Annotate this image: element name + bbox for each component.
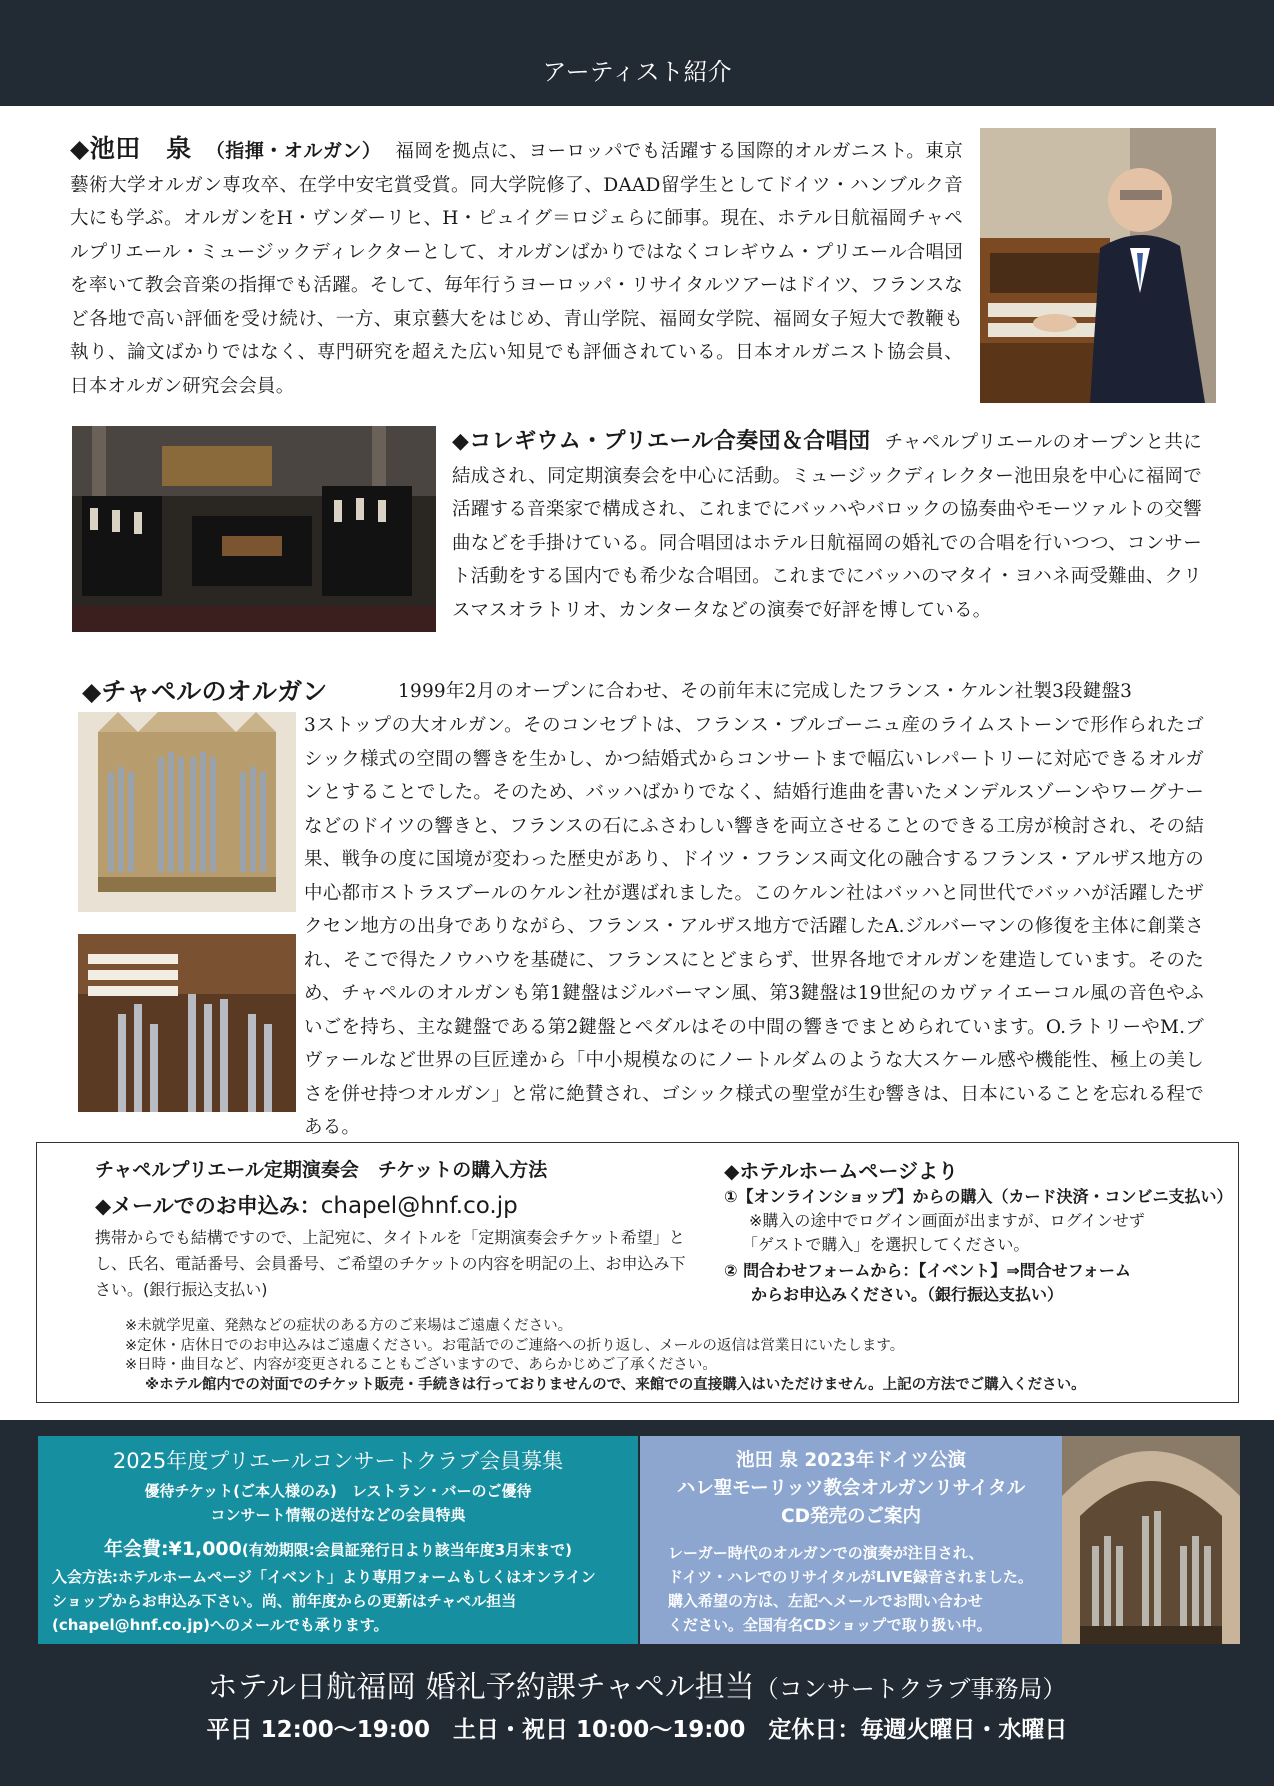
ikeda-role: （指揮・オルガン） <box>205 140 382 162</box>
footer <box>0 1420 1274 1786</box>
mail-instructions: 携帯からでも結構ですので、上記宛に、タイトルを「定期演奏会チケット希望」とし、氏名、電話番号、会員番号、ご希望のチケットの内容を明記の上、お申込み下さい。(銀行振込支払い) <box>95 1228 686 1299</box>
cd-title-1: 池田 泉 2023年ドイツ公演 <box>736 1450 966 1471</box>
office-hours: 平日 12:00〜19:00 土日・祝日 10:00〜19:00 定休日：毎週火曜日・水曜日 <box>206 1717 1068 1743</box>
note-4: ※ホテル館内での対面でのチケット販売・手続きは行っておりませんので、来館での直接購入はいただけません。上記の方法でご購入ください。 <box>145 1376 1086 1393</box>
club-benefit-1: 優待チケット(ご本人様のみ) レストラン・バーのご優待 <box>144 1482 532 1500</box>
ikeda-heading: ◆池田 泉 <box>70 134 192 163</box>
ticket-notes <box>125 1317 1086 1395</box>
ticket-purchase-box <box>36 1142 1239 1403</box>
inquiry-form-option: ② 問合わせフォームから：【イベント】⇒問合せフォーム <box>724 1261 1131 1280</box>
ikeda-section <box>70 132 963 403</box>
organ-body <box>304 709 1204 1138</box>
online-shop-note-b: 「ゲストで購入」を選択してください。 <box>742 1235 1030 1254</box>
header-bar <box>0 0 1274 106</box>
cd-release-panel <box>640 1436 1062 1644</box>
club-benefit-2: コンサート情報の送付などの会員特典 <box>210 1506 466 1524</box>
ikeda-bio: 福岡を拠点に、ヨーロッパでも活躍する国際的オルガニスト。東京藝術大学オルガン専攻卒、在学中安宅賞受賞。同大学院修了、DAAD留学生としてドイツ・ハンブルク音大にも学ぶ。オルガンをH・ヴンダーリヒ、H・ピュイグ＝ロジェらに師事。現在、ホテル日航福岡チャペルプリエール・ミュージックディレクターとして、オルガンばかりではなくコレギウム・プリエール合唱団を率いて教会音楽の指揮でも活躍。そして、毎年行うヨーロッパ・リサイタルツアーはドイツ、フランスなど各地で高い評価を受け続け、一方、東京藝大をはじめ、青山学院、福岡女学院、福岡女子短大で教鞭も執り、論文ばかりではなく、専門研究を超えた広い知見でも評価されている。日本オルガニスト協会員、日本オルガン研究会会員。 <box>70 141 963 397</box>
organ-facade-photo <box>78 712 296 912</box>
collegium-section <box>452 425 1202 627</box>
page-title: アーティスト紹介 <box>542 58 732 86</box>
cd-body-2: ドイツ・ハレでのリサイタルがLIVE録音されました。 <box>668 1568 1033 1586</box>
cd-title-3: CD発売のご案内 <box>781 1506 921 1527</box>
office-title <box>0 1662 1274 1706</box>
inquiry-form-option-b: からお申込みください。（銀行振込支払い） <box>751 1285 1064 1304</box>
note-3: ※日時・曲目など、内容が変更されることもございますので、あらかじめご了承ください。 <box>125 1357 717 1373</box>
concert-club-panel <box>38 1436 638 1644</box>
office-name: ホテル日航福岡 婚礼予約課チャペル担当 <box>207 1670 755 1705</box>
church-organ-photo <box>1062 1436 1240 1644</box>
ticket-box-title: チャペルプリエール定期演奏会 チケットの購入方法 <box>95 1159 548 1181</box>
organ-body-line1: 1999年2月のオープンに合わせ、その前年末に完成したフランス・ケルン社製3段鍵盤3 <box>398 681 1133 702</box>
club-join-3: (chapel@hnf.co.jp)へのメールでも承ります。 <box>52 1616 389 1634</box>
organ-heading: ◆チャペルのオルガン <box>82 677 328 706</box>
club-fee <box>38 1534 638 1561</box>
note-2: ※定休・店休日でのお申込みはご遠慮ください。お電話でのご連絡への折り返し、メールの返信は営業日にいたします。 <box>125 1337 905 1354</box>
office-sub: （コンサートクラブ事務局） <box>754 1675 1067 1703</box>
club-join-1: 入会方法:ホテルホームページ「イベント」より専用フォームもしくはオンライン <box>52 1568 596 1586</box>
note-1: ※未就学児童、発熱などの症状のある方のご来場はご遠慮ください。 <box>125 1318 573 1334</box>
club-fee-amount: 年会費:¥1,000 <box>103 1538 242 1560</box>
collegium-heading: ◆コレギウム・プリエール合奏団＆合唱団 <box>452 429 871 454</box>
homepage-heading: ◆ホテルホームページより <box>724 1159 958 1183</box>
collegium-photo <box>72 426 436 632</box>
mail-heading-label: ◆メールでのお申込み： <box>95 1194 321 1218</box>
cd-title-2: ハレ聖モーリッツ教会オルガンリサイタル <box>676 1478 1026 1499</box>
online-shop-note-a: ※購入の途中でログイン画面が出ますが、ログインせず <box>749 1211 1145 1230</box>
club-join-2: ショップからお申込み下さい。尚、前年度からの更新はチャペル担当 <box>52 1592 517 1610</box>
cd-body-4: ください。全国有名CDショップで取り扱い中。 <box>668 1616 992 1634</box>
collegium-bio: チャペルプリエールのオープンと共に結成され、同定期演奏会を中心に活動。ミュージックディレクター池田泉を中心に福岡で活躍する音楽家で構成され、これまでにバッハやバロックの協奏曲やモーツァルトの交響曲などを手掛けている。同合唱団はホテル日航福岡の婚礼での合唱を行いつつ、コンサート活動をする国内でも希少な合唱団。これまでにバッハのマタイ・ヨハネ両受難曲、クリスマスオラトリオ、カンタータなどの演奏で好評を博している。 <box>452 432 1203 621</box>
mail-application-heading <box>95 1190 518 1220</box>
club-title: 2025年度プリエールコンサートクラブ会員募集 <box>112 1449 564 1473</box>
mail-address-link[interactable]: chapel@hnf.co.jp <box>320 1193 518 1219</box>
online-shop-option: ①【オンラインショップ】からの購入（カード決済・コンビニ支払い） <box>724 1187 1233 1206</box>
ikeda-photo <box>980 128 1216 403</box>
organ-body-rest: 3ストップの大オルガン。そのコンセプトは、フランス・ブルゴーニュ産のライムストーンで形作られたゴシック様式の空間の響きを生かし、かつ結婚式からコンサートまで幅広いレパートリーに対応できるオルガンとすることでした。そのため、バッハばかりでなく、結婚行進曲を書いたメンデルスゾーンやワーグナーなどのドイツの響きと、フランスの石にふさわしい響きを両立させることのできる工房が検討され、その結果、戦争の度に国境が変わった歴史があり、ドイツ・フランス両文化の融合するフランス・アルザス地方の中心都市ストラスブールのケルン社が選ばれました。このケルン社はバッハと同世代でバッハが活躍したザクセン地方の出身でありながら、フランス・アルザス地方で活躍したA.ジルバーマンの修復を主体に創業され、そこで得たノウハウを基礎に、フランスにとどまらず、世界各地でオルガンを建造しています。そのため、チャペルのオルガンも第1鍵盤はジルバーマン風、第3鍵盤は19世紀のカヴァイエーコル風の音色やふいごを持ち、主な鍵盤である第2鍵盤とペダルはその中間の響きでまとめられています。O.ラトリーやM.ブヴァールなど世界の巨匠達から「中小規模なのにノートルダムのような大スケール感や機能性、極上の美しさを併せ持つオルガン」と常に絶賛され、ゴシック様式の聖堂が生む響きは、日本にいることを忘れる程である。 <box>304 715 1204 1138</box>
cd-body-3: 購入希望の方は、左記へメールでお問い合わせ <box>668 1592 983 1610</box>
organ-console-photo <box>78 934 296 1112</box>
organ-body-first <box>398 675 1204 709</box>
club-fee-note: (有効期限:会員証発行日より該当年度3月末まで) <box>241 1541 573 1559</box>
cd-body-1: レーガー時代のオルガンでの演奏が注目され、 <box>668 1544 984 1562</box>
